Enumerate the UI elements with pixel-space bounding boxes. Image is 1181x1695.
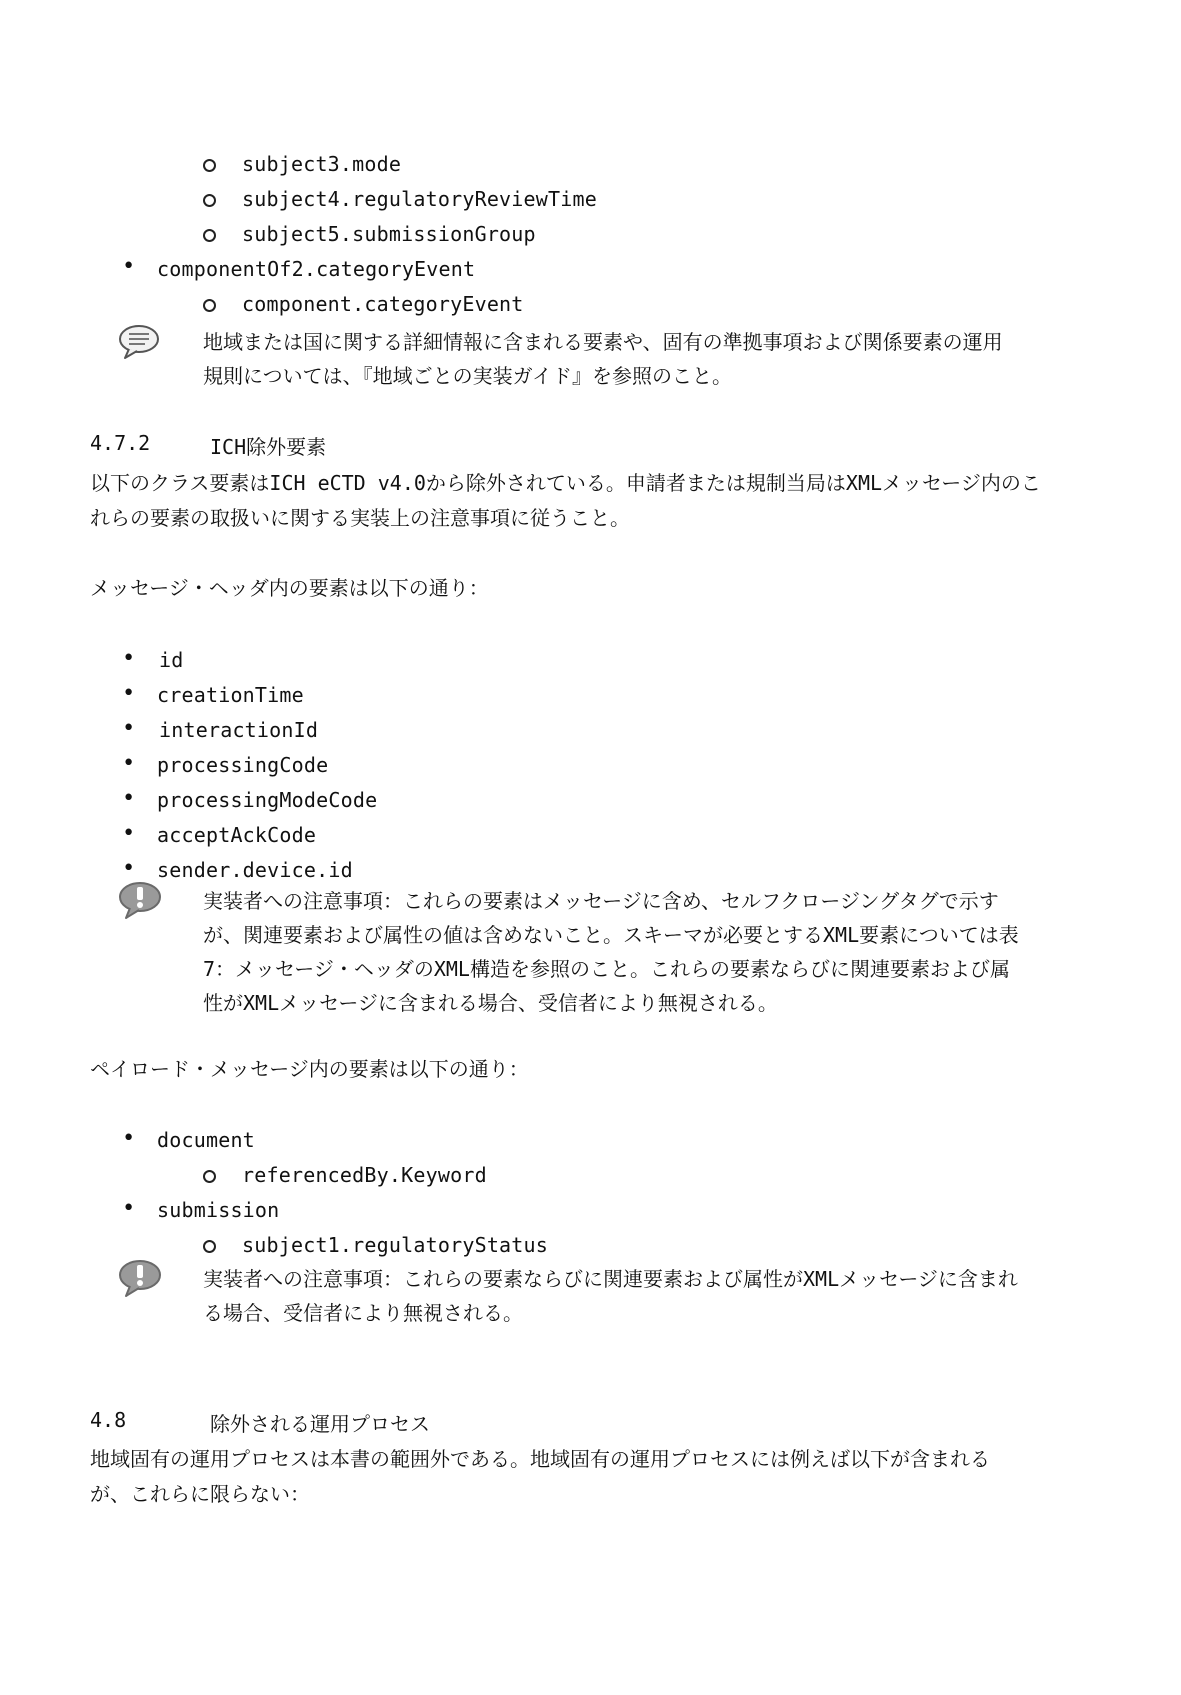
bullet: • — [122, 856, 136, 881]
list-item: component.categoryEvent — [242, 292, 524, 316]
note-line: 規則については、『地域ごとの実装ガイド』を参照のこと。 — [203, 364, 732, 388]
list-item: submission — [157, 1198, 280, 1222]
section-title: ICH除外要素 — [210, 435, 327, 459]
note-line: 地域または国に関する詳細情報に含まれる要素や、固有の準拠事項および関係要素の運用 — [203, 330, 1003, 354]
payload-intro: ペイロード・メッセージ内の要素は以下の通り： — [90, 1057, 529, 1081]
bullet: • — [122, 751, 136, 776]
paragraph-line: れらの要素の取扱いに関する実装上の注意事項に従うこと。 — [90, 506, 630, 530]
sub-bullet — [203, 1170, 216, 1183]
section-number: 4.7.2 — [90, 431, 151, 455]
note-text — [203, 325, 1083, 393]
bullet: • — [122, 821, 136, 846]
note-line: 実装者への注意事項：これらの要素はメッセージに含め、セルフクロージングタグで示す — [203, 889, 999, 913]
list-item: creationTime — [157, 683, 304, 707]
sub-bullet — [203, 194, 216, 207]
warning-icon — [117, 1259, 163, 1299]
bullet: • — [122, 646, 136, 671]
list-item: acceptAckCode — [157, 823, 317, 847]
list-item: sender.device.id — [157, 858, 353, 882]
note-line: が、関連要素および属性の値は含めないこと。スキーマが必要とするXML要素については表 — [203, 923, 1019, 947]
list-item: subject4.regulatoryReviewTime — [242, 187, 597, 211]
bullet: • — [122, 1126, 136, 1151]
section-number: 4.8 — [90, 1408, 127, 1432]
list-item: processingModeCode — [157, 788, 378, 812]
note-line: 実装者への注意事項：これらの要素ならびに関連要素および属性がXMLメッセージに含まれ — [203, 1267, 1018, 1291]
bullet: • — [122, 786, 136, 811]
list-item: componentOf2.categoryEvent — [157, 257, 476, 281]
list-item: id — [159, 648, 184, 672]
bullet: • — [122, 1196, 136, 1221]
sub-bullet — [203, 159, 216, 172]
bullet: • — [122, 254, 136, 279]
bullet: • — [122, 716, 136, 741]
note-line: る場合、受信者により無視される。 — [203, 1301, 523, 1325]
comment-icon — [117, 324, 161, 360]
list-item: document — [157, 1128, 255, 1152]
sub-bullet — [203, 229, 216, 242]
list-item: referencedBy.Keyword — [242, 1163, 487, 1187]
note-text — [203, 884, 1083, 1020]
sub-bullet — [203, 299, 216, 312]
paragraph-line: 地域固有の運用プロセスは本書の範囲外である。地域固有の運用プロセスには例えば以下が含まれる — [90, 1447, 990, 1471]
sub-bullet — [203, 1240, 216, 1253]
section-title: 除外される運用プロセス — [210, 1412, 430, 1436]
list-item: subject1.regulatoryStatus — [242, 1233, 549, 1257]
bullet: • — [122, 681, 136, 706]
list-item: subject3.mode — [242, 152, 402, 176]
paragraph-line: 以下のクラス要素はICH eCTD v4.0から除外されている。申請者または規制当局はXMLメッセージ内のこ — [90, 471, 1041, 495]
list-item: subject5.submissionGroup — [242, 222, 536, 246]
list-item: processingCode — [157, 753, 329, 777]
paragraph-line: が、これらに限らない： — [90, 1482, 310, 1506]
header-intro: メッセージ・ヘッダ内の要素は以下の通り： — [90, 576, 489, 600]
note-text — [203, 1262, 1083, 1330]
paragraph — [90, 1442, 1100, 1512]
warning-icon — [117, 881, 163, 921]
note-line: 7：メッセージ・ヘッダのXML構造を参照のこと。これらの要素ならびに関連要素および属 — [203, 957, 1010, 981]
paragraph — [90, 466, 1100, 536]
note-line: 性がXMLメッセージに含まれる場合、受信者により無視される。 — [203, 991, 778, 1015]
list-item: interactionId — [159, 718, 319, 742]
